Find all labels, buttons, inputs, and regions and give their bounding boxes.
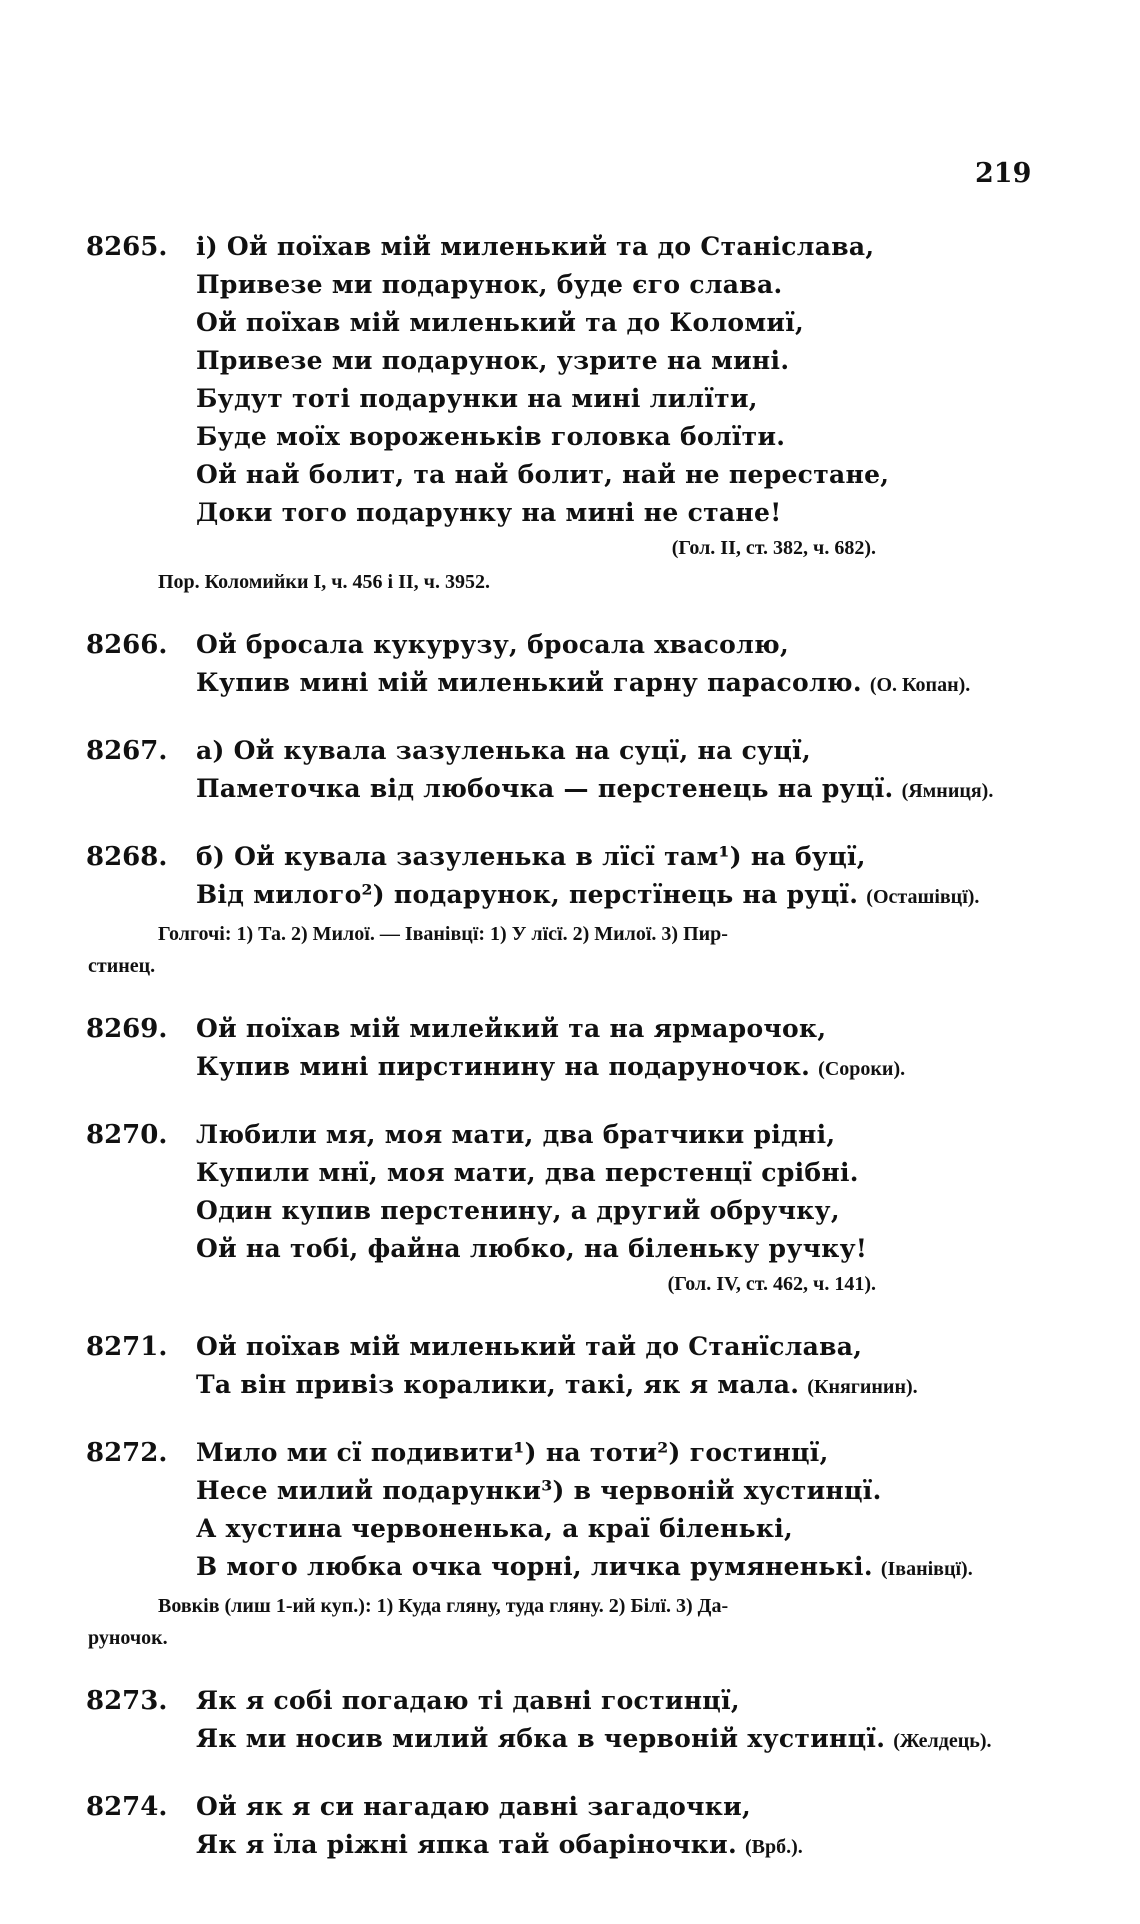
footnote-continuation: руночок. [88, 1627, 168, 1649]
entry-number: 8272. [86, 1438, 168, 1468]
verse-line: Купив мині пирстинину на подаруночок. [196, 1052, 811, 1081]
verse-line: А хустина червоненька, а краї біленькі, [196, 1514, 794, 1543]
entry-number: 8267. [86, 736, 168, 766]
footnote-text: Голгочі: 1) Та. 2) Милої. — Іванівцї: 1) У лїсї. 2) Милої. 3) Пир- [158, 923, 728, 945]
verse-line: Доки того подарунку на мині не стане! [196, 498, 782, 527]
verse-line: Ой на тобі, файна любко, на біленьку ручку! [196, 1234, 868, 1263]
entry-8271 [86, 1328, 1066, 1406]
verse-line: Ой поїхав мій миленький тай до Станїслава, [196, 1332, 863, 1361]
verse-line: Як я їла ріжні япка тай обаріночки. [196, 1830, 737, 1859]
verse-line: Як ми носив милий ябка в червоній хустинцї. [196, 1724, 886, 1753]
source-citation: (Гол. IV, ст. 462, ч. 141). [667, 1273, 876, 1295]
entry-8265 [86, 228, 1066, 598]
verse-line: б) Ой кувала зазуленька в лїсї там¹) на буцї, [196, 842, 866, 871]
entry-number: 8269. [86, 1014, 168, 1044]
source-citation: (Осташівцї). [866, 886, 980, 908]
source-citation: (Ямниця). [901, 780, 994, 802]
verse-line: Ой поїхав мій миленький та до Коломиї, [196, 308, 805, 337]
source-citation: (Врб.). [744, 1836, 803, 1858]
footnote-continuation: стинец. [88, 955, 156, 977]
verse-line: Любили мя, моя мати, два братчики рідні, [196, 1120, 836, 1149]
footnote [88, 1590, 988, 1654]
verse-line: Ой поїхав мій милейкий та на ярмарочок, [196, 1014, 827, 1043]
entry-8267 [86, 732, 1066, 810]
source-citation: (Гол. II, ст. 382, ч. 682). [671, 537, 876, 559]
footnote [88, 918, 988, 982]
verse-line: Мило ми сї подивити¹) на тоти²) гостинцї, [196, 1438, 829, 1467]
verse-line: Ой бросала кукурузу, бросала хвасолю, [196, 630, 789, 659]
verse-line: Привезе ми подарунок, буде єго слава. [196, 270, 783, 299]
source-citation: (О. Копан). [869, 674, 971, 696]
verse-line: Та він привіз коралики, такі, як я мала. [196, 1370, 800, 1399]
verse-line: Купив мині мій миленький гарну парасолю. [196, 668, 862, 697]
verse-line: Паметочка від любочка — перстенець на руцї. [196, 774, 894, 803]
entry-8273 [86, 1682, 1066, 1760]
footnote: Пор. Коломийки I, ч. 456 і II, ч. 3952. [158, 571, 490, 593]
verse-line: Несе милий подарунки³) в червоній хустинцї. [196, 1476, 882, 1505]
entry-8266 [86, 626, 1066, 704]
verse-line: Один купив перстенину, а другий обручку, [196, 1196, 840, 1225]
verse-line: Від милого²) подарунок, перстїнець на руцї. [196, 880, 859, 909]
verse-line: Ой як я си нагадаю давні загадочки, [196, 1792, 751, 1821]
source-citation: (Іванівцї). [880, 1558, 973, 1580]
entry-8272 [86, 1434, 1066, 1654]
entry-number: 8268. [86, 842, 168, 872]
verse-line: Привезе ми подарунок, узрите на мині. [196, 346, 790, 375]
footnote-text: Вовків (лиш 1-ий куп.): 1) Куда гляну, туда гляну. 2) Білї. 3) Да- [158, 1595, 729, 1617]
entry-8268 [86, 838, 1066, 982]
page-number: 219 [975, 158, 1032, 189]
entry-number: 8273. [86, 1686, 168, 1716]
entry-8270 [86, 1116, 1066, 1300]
verse-line: Буде моїх вороженьків головка болїти. [196, 422, 786, 451]
source-citation: (Княгинин). [807, 1376, 918, 1398]
verse-line: Як я собі погадаю ті давні гостинцї, [196, 1686, 740, 1715]
entry-number: 8270. [86, 1120, 168, 1150]
verse-line: В мого любка очка чорні, личка румяненькі. [196, 1552, 873, 1581]
verse-line: Купили мнї, моя мати, два перстенцї срібні. [196, 1158, 859, 1187]
entries-list [86, 228, 1066, 1894]
entry-number: 8265. [86, 232, 168, 262]
verse-line: а) Ой кувала зазуленька на суцї, на суцї, [196, 736, 811, 765]
entry-8274 [86, 1788, 1066, 1866]
source-citation: (Сороки). [818, 1058, 906, 1080]
verse-line: і) Ой поїхав мій миленький та до Станіслава, [196, 232, 875, 261]
verse-line: Ой най болит, та най болит, най не перестане, [196, 460, 890, 489]
source-citation: (Желдець). [893, 1730, 992, 1752]
entry-number: 8271. [86, 1332, 168, 1362]
entry-8269 [86, 1010, 1066, 1088]
verse-line: Будут тоті подарунки на мині лилїти, [196, 384, 758, 413]
entry-number: 8274. [86, 1792, 168, 1822]
entry-number: 8266. [86, 630, 168, 660]
